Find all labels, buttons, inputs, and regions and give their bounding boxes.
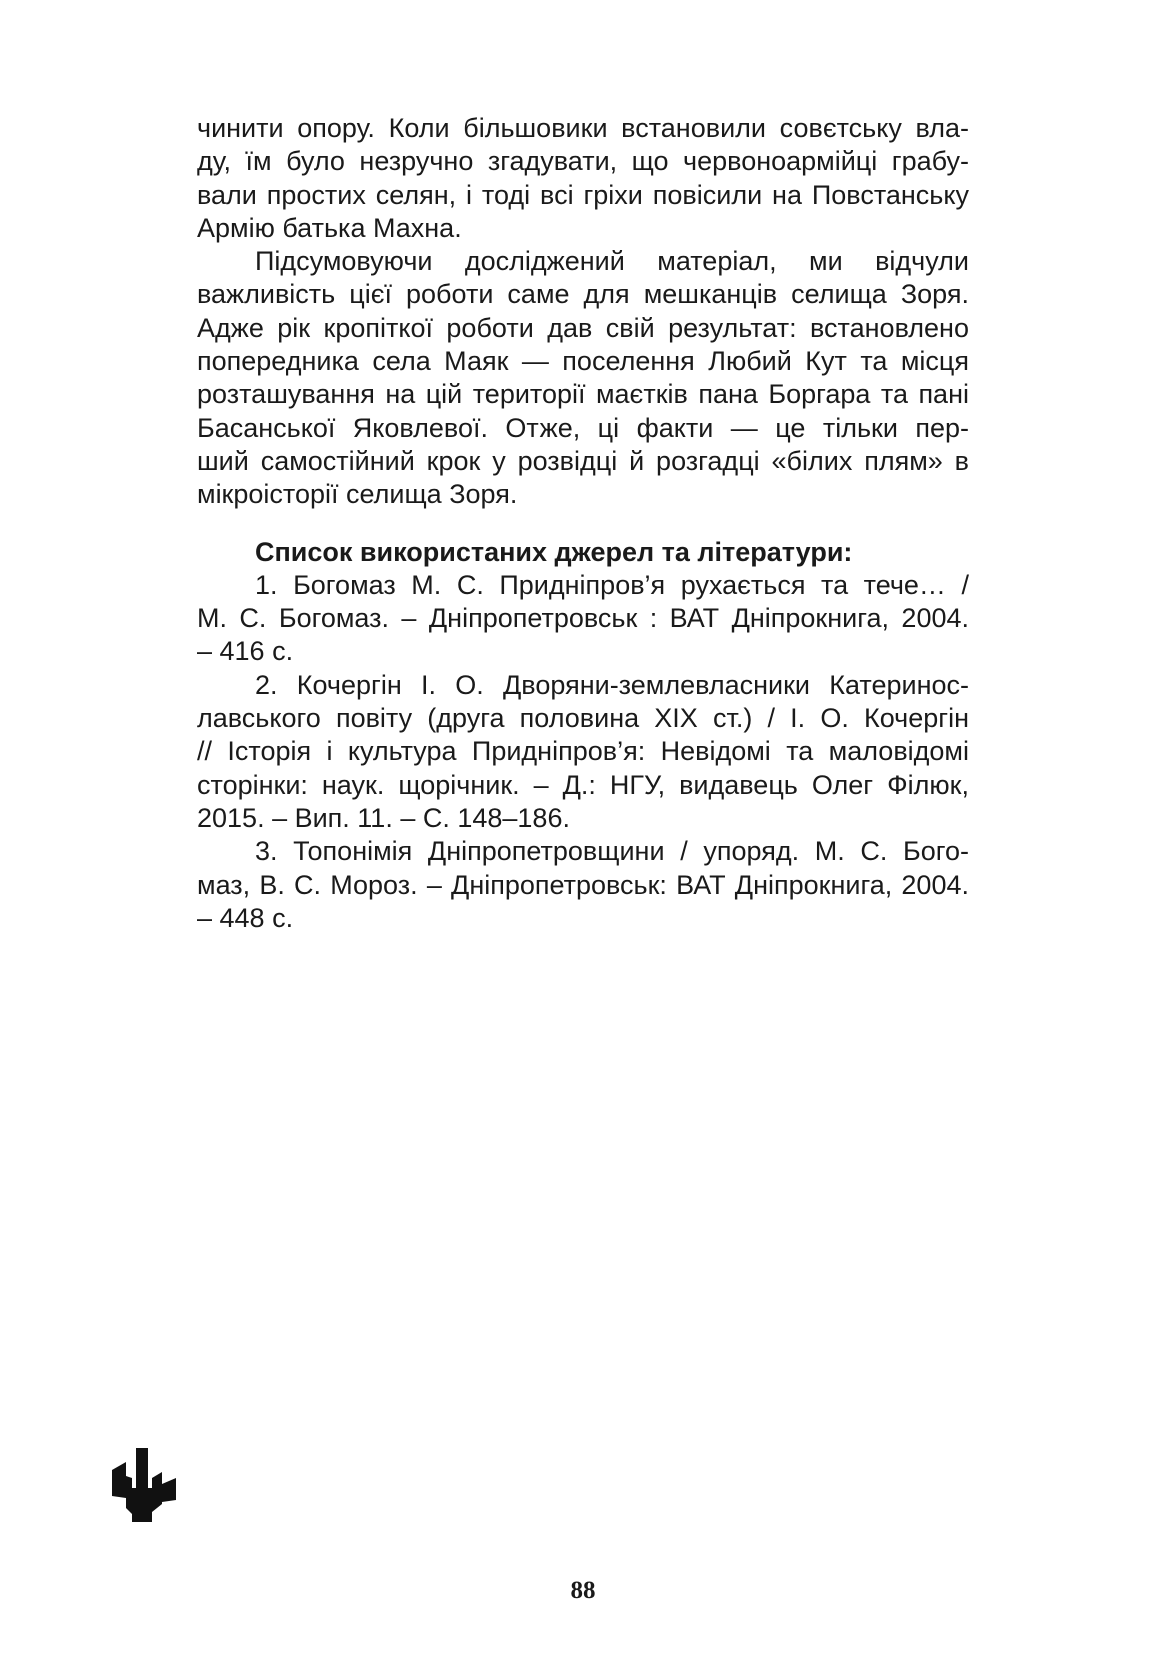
- text-line: мікроісторії селища Зоря.: [197, 479, 518, 510]
- text-line: лавського повіту (друга половина XIX ст.) / І. О. Кочергін: [197, 703, 969, 734]
- text-line: ший самостійний крок у розвідці й розгадці «білих плям» в: [197, 445, 969, 476]
- page-number: 88: [570, 1577, 596, 1604]
- text-line: чинити опору. Коли більшовики встановили совєтську вла-: [197, 113, 969, 143]
- text-line: 3. Топонімія Дніпропетровщини / упоряд. М. С. Бого-: [255, 836, 969, 867]
- text-line: розташування на цій території маєтків пана Боргара та пані: [197, 379, 969, 410]
- text-line: 2015. – Вип. 11. – С. 148–186.: [197, 802, 570, 833]
- text-line: Адже рік кропіткої роботи дав свій результат: встановлено: [197, 312, 969, 343]
- references-heading: Список використаних джерел та літератури:: [255, 536, 853, 567]
- body-paragraph-1: [197, 112, 969, 245]
- text-line: маз, В. С. Мороз. – Дніпропетровськ: ВАТ Дніпрокнига, 2004.: [197, 869, 969, 900]
- reference-item-3: [197, 835, 969, 935]
- text-line: М. С. Богомаз. – Дніпропетровськ : ВАТ Дніпрокнига, 2004.: [197, 603, 969, 634]
- text-line: важливість цієї роботи саме для мешканців селища Зоря.: [197, 279, 969, 310]
- text-line: ду, їм було незручно згадувати, що червоноармійці грабу-: [197, 146, 969, 177]
- text-line: Басанської Яковлевої. Отже, ці факти — це тільки пер-: [197, 412, 969, 443]
- text-line: вали простих селян, і тоді всі гріхи повісили на Повстанську: [197, 179, 969, 210]
- body-paragraph-2: [197, 245, 969, 511]
- text-line: – 448 с.: [197, 902, 294, 933]
- reference-item-2: [197, 669, 969, 835]
- text-line: 1. Богомаз М. С. Придніпров’я рухається та тече… /: [255, 569, 969, 600]
- text-line: сторінки: наук. щорічник. – Д.: НГУ, видавець Олег Філюк,: [197, 769, 969, 800]
- publisher-logo-icon: [112, 1448, 176, 1522]
- text-line: 2. Кочергін І. О. Дворяни-землевласники Катеринос-: [255, 669, 969, 700]
- page-text: [197, 112, 969, 935]
- reference-item-1: [197, 569, 969, 669]
- text-line: Армію батька Махна.: [197, 212, 462, 243]
- text-line: – 416 с.: [197, 636, 294, 667]
- references-section: [197, 536, 969, 936]
- text-line: попередника села Маяк — поселення Любий Кут та місця: [197, 346, 969, 377]
- text-line: Підсумовуючи досліджений матеріал, ми відчули: [255, 246, 969, 277]
- text-line: // Історія і культура Придніпров’я: Невідомі та маловідомі: [197, 736, 969, 767]
